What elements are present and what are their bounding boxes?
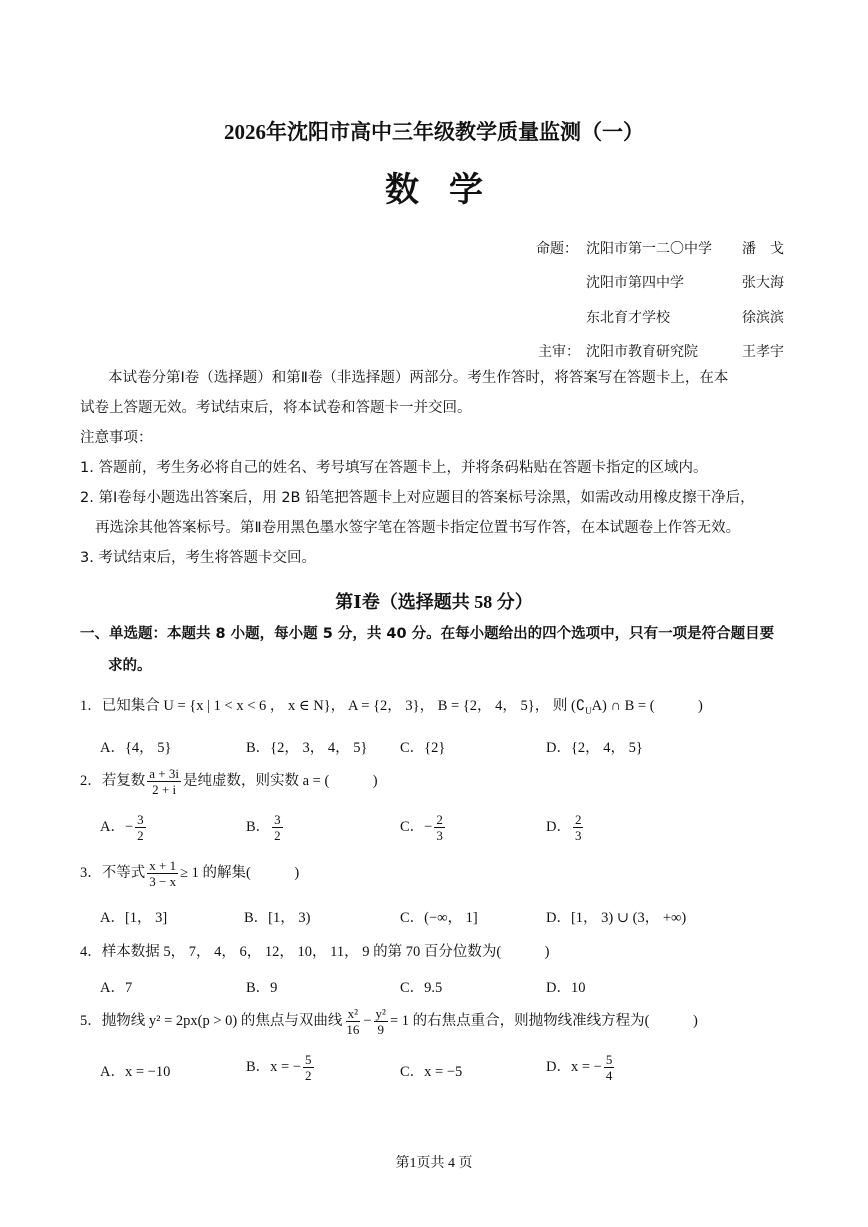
author-org: 东北育才学校 [586, 310, 670, 326]
option-b: B．x = − $\frac{5}{2}$ [246, 1052, 312, 1083]
notice-item: 1. 答题前，考生务必将自己的姓名、考号填写在答题卡上，并将条码粘贴在答题卡指定的区域内。 [80, 460, 708, 476]
part-heading: 求的。 [108, 658, 152, 674]
option-a: A．[1， 3] [100, 910, 168, 926]
option-b: B．[1， 3) [244, 910, 311, 926]
option-b: B． $\frac{3}{2}$ [246, 812, 281, 843]
author-role: 命题： [536, 241, 578, 257]
question-1: 1．已知集合 U = {x | 1 < x < 6 ， x ∈ N}， A = {2， 3}， B = {2， 4， 5}， 则 $(∁_UA)$ ∩ B = ( ) [80, 698, 703, 716]
exam-title: 2026年沈阳市高中三年级教学质量监测（一） [224, 120, 644, 144]
notice-item: 3. 考试结束后，考生将答题卡交回。 [80, 550, 316, 566]
question-4: 4．样本数据 5， 7， 4， 6， 12， 10， 11， 9 的第 70 百分位数为( ) [80, 944, 550, 960]
author-org: 沈阳市第一二〇中学 [586, 241, 712, 257]
option-b: B．{2， 3， 4， 5} [246, 740, 368, 756]
question-5: 5．抛物线 y² = 2px(p > 0) 的焦点与双曲线 $\frac{\text{x²}}{16}$ − $\frac{\text{y²}}{9}$ = 1 的右焦点重合，则抛物线准线方程为( ) [80, 1006, 698, 1037]
fraction: $\frac{a + 3i}{2 + i}$ [149, 766, 179, 797]
option-c: C．x = −5 [400, 1064, 463, 1080]
notice-item: 2. 第Ⅰ卷每小题选出答案后，用 2B 铅笔把答题卡上对应题目的答案标号涂黑，如需改动用橡皮擦干净后， [80, 490, 755, 506]
section-title: 第Ⅰ卷（选择题共 58 分） [335, 592, 533, 612]
option-b: B．9 [246, 980, 278, 996]
author-name: 徐滨滨 [742, 310, 784, 326]
notice-title: 注意事项： [80, 430, 153, 446]
option-c: C．{2} [400, 740, 446, 756]
page-number: 第1页共 4 页 [395, 1156, 473, 1171]
intro-line: 试卷上答题无效。考试结束后，将本试卷和答题卡一并交回。 [80, 400, 472, 416]
option-d: D．x = − $\frac{5}{4}$ [546, 1052, 613, 1083]
option-c: C．9.5 [400, 980, 443, 996]
author-name: 潘 戈 [742, 241, 784, 257]
option-a: A．x = −10 [100, 1064, 171, 1080]
author-name: 王孝宇 [742, 344, 784, 360]
option-d: D．{2， 4， 5} [546, 740, 643, 756]
notice-item: 再选涂其他答案标号。第Ⅱ卷用黑色墨水签字笔在答题卡指定位置书写作答，在本试题卷上作答无效。 [95, 520, 741, 536]
question-3: 3．不等式 $\frac{x + 1}{3 - x}$ ≥ 1 的解集( ) [80, 858, 300, 889]
option-c: C．(−∞， 1] [400, 910, 478, 926]
part-heading: 一、单选题：本题共 8 小题，每小题 5 分，共 40 分。在每小题给出的四个选项中，只有一项是符合题目要 [80, 626, 775, 642]
option-d: D． $\frac{2}{3}$ [546, 812, 582, 843]
option-d: D．[1， 3) ∪ (3， +∞) [546, 910, 687, 926]
option-a: A．7 [100, 980, 133, 996]
option-d: D．10 [546, 980, 586, 996]
author-name: 张大海 [742, 275, 784, 291]
author-role: 主审： [538, 344, 580, 360]
author-org: 沈阳市第四中学 [586, 275, 684, 291]
intro-line: 本试卷分第Ⅰ卷（选择题）和第Ⅱ卷（非选择题）两部分。考生作答时，将答案写在答题卡上，在本 [108, 370, 729, 386]
option-a: A．− $\frac{3}{2}$ [100, 812, 144, 843]
author-org: 沈阳市教育研究院 [586, 344, 698, 360]
question-2: 2．若复数 $\frac{a + 3i}{2 + i}$ 是纯虚数，则实数 a = ( ) [80, 766, 378, 797]
subject-title: 数学 [385, 172, 513, 209]
option-c: C．− $\frac{2}{3}$ [400, 812, 443, 843]
option-a: A．{4， 5} [100, 740, 172, 756]
